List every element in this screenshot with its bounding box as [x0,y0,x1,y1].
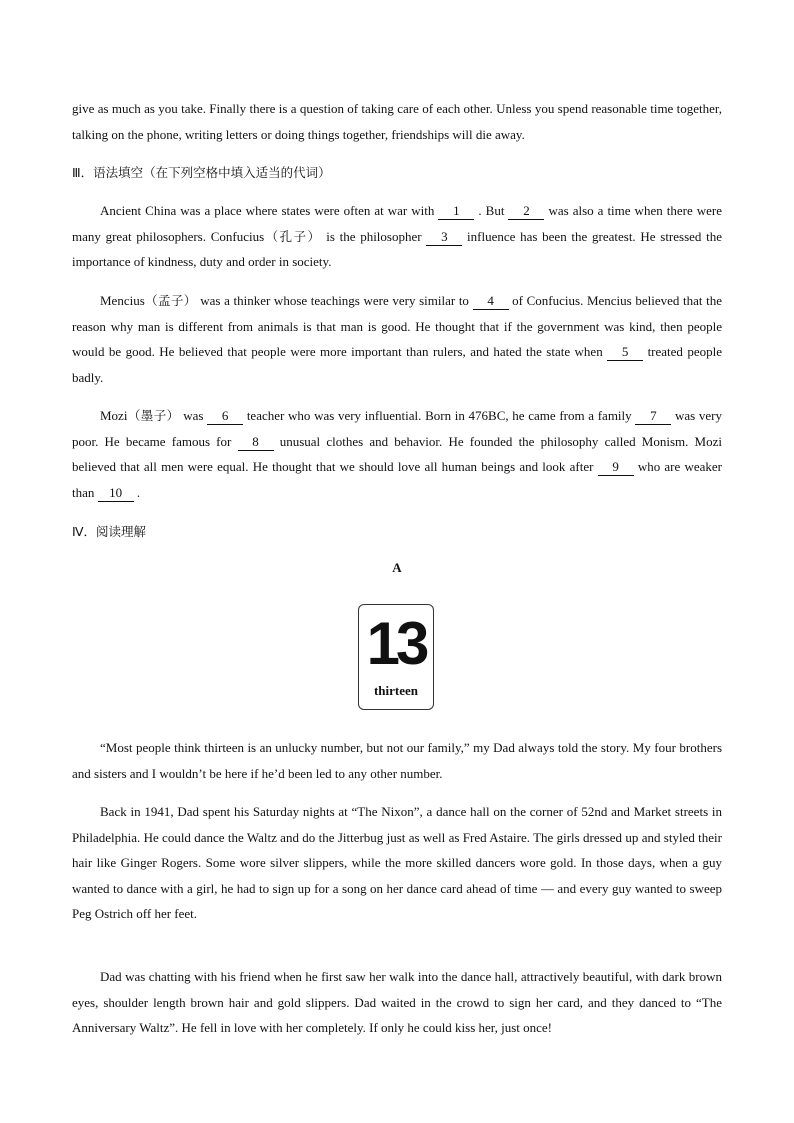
badge-word: thirteen [373,683,419,698]
text-run: treated people badly. [72,344,723,385]
grammar-paragraph-3 [72,403,722,505]
blank-7: 7 [635,408,671,425]
text-run: teacher who was very influential. Born in 476BC, he came from a family [243,408,636,423]
reading-paragraph-2: Back in 1941, Dad spent his Saturday nights at “The Nixon”, a dance hall on the corner of 52nd and Market streets in Philadelphia. He could dance the Waltz and do the Jitterbug just as well as Fred Astaire. The girls dressed up and styled their hair like Ginger Rogers. Some wore silver slippers, while the more skilled dancers wore gold. In those days, when a guy wanted to dance with a girl, he had to sign up for a song on her dance card ahead of time — and every guy wanted to sweep Peg Ostrich off her feet. [72,804,722,921]
blank-6: 6 [207,408,243,425]
text-run: . [133,484,141,500]
blank-10: 10 [98,485,134,502]
section-3-heading: Ⅲ．语法填空（在下列空格中填入适当的代词） [72,165,331,180]
blank-5: 5 [607,344,643,361]
text-run: Mencius [100,293,145,308]
intro-paragraph: give as much as you take. Finally there is a question of taking care of each other. Unless you spend reasonable time together, talking on the phone, writing letters or doing things together, friendships will die away. [72,101,722,142]
blank-2: 2 [508,203,544,220]
text-run: influence has been the greatest. He stressed the importance of kindness, duty and order in society. [72,228,723,269]
blank-4: 4 [473,293,509,310]
reading-paragraph-3: Dad was chatting with his friend when he first saw her walk into the dance hall, attractively beautiful, with dark brown eyes, shoulder length brown hair and gold slippers. Dad waited in the crowd to sign her card, and they danced to “The Anniversary Waltz”. He fell in love with her completely. If only he could kiss her, just once! [72,969,722,1035]
passage-label: A [392,560,402,575]
badge-number: 13 [366,610,426,677]
cjk-name-mencius: （孟子） [144,293,197,308]
reading-paragraph-1: “Most people think thirteen is an unlucky number, but not our family,” my Dad always told the story. My four brothers and sisters and I wouldn’t be here if he’d been led to any other number. [72,740,722,781]
text-run: was [179,408,208,423]
text-run: unusual clothes and behavior. He founded the philosophy called Monism. Mozi believed that all men were equal. He thought that we should love all human beings and look after [72,433,723,474]
text-run: is the philosopher [321,228,427,244]
text-run: Ancient China was a place where states were often at war with [100,203,439,218]
section-4-heading: Ⅳ．阅读理解 [72,524,147,539]
text-run: who are weaker than [72,459,722,500]
text-run: was very poor. He became famous for [72,408,722,449]
text-run: Mozi [100,408,128,423]
blank-9: 9 [598,459,634,476]
text-run: was also a time when there were many great philosophers. Confucius [72,203,722,244]
cjk-name-confucius: （孔子） [264,228,322,244]
thirteen-badge-image [358,604,434,710]
blank-3: 3 [426,229,462,246]
grammar-paragraph-1 [72,198,722,275]
text-run: of Confucius. Mencius believed that the reason why man is different from animals is that man is good. He thought that if the government was kind, then people would be good. He believed that people were more important than rulers, and hated the state when [72,293,722,359]
blank-8: 8 [238,434,274,451]
text-run: was a thinker whose teachings were very similar to [196,293,473,308]
grammar-paragraph-2 [72,288,722,390]
text-run: . But [474,203,509,218]
cjk-name-mozi: （墨子） [127,408,180,423]
blank-1: 1 [438,203,474,220]
